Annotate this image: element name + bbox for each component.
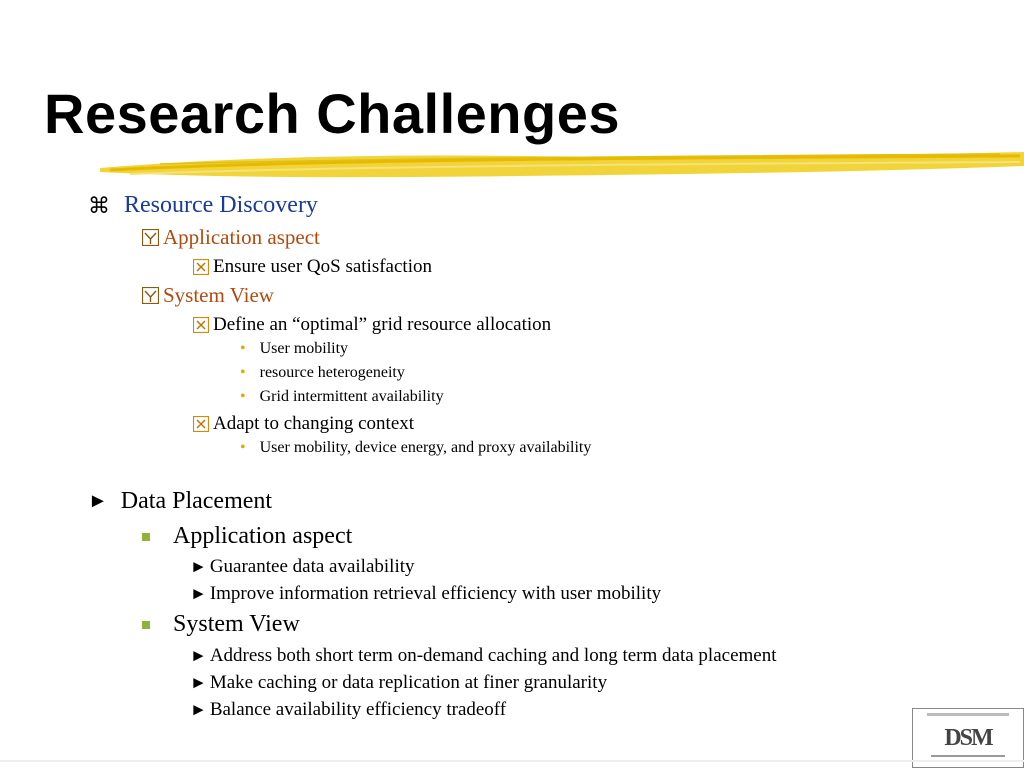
bullet-dot-icon: • bbox=[240, 439, 246, 456]
section1-app-item: Ensure user QoS satisfaction bbox=[213, 256, 432, 277]
item-ensure-qos bbox=[193, 256, 432, 278]
slide-title: Research Challenges bbox=[44, 82, 620, 145]
section1-heading: Resource Discovery bbox=[124, 192, 318, 218]
item-balance-tradeoff bbox=[190, 699, 506, 721]
item-improve-retrieval bbox=[190, 583, 661, 605]
bottom-rule bbox=[0, 760, 1024, 762]
triangle-bullet-icon: ► bbox=[190, 557, 207, 576]
square-bullet-icon bbox=[142, 533, 150, 541]
bullet-text: Grid intermittent availability bbox=[259, 388, 444, 405]
item-address-caching bbox=[190, 645, 777, 667]
bullet-data-placement bbox=[88, 488, 272, 515]
section2-app-item-1: Improve information retrieval efficiency with user mobility bbox=[209, 583, 662, 604]
logo-mark: DSM bbox=[944, 725, 992, 751]
bullet-resource-heterogeneity bbox=[240, 364, 405, 382]
bullet-text: resource heterogeneity bbox=[259, 364, 405, 381]
bullet-system-view-1 bbox=[142, 283, 274, 308]
section2-sys-item-0: Address both short term on-demand caching and long term data placement bbox=[209, 645, 777, 666]
bullet-dot-icon: • bbox=[240, 340, 246, 357]
section1-sys-label: System View bbox=[163, 283, 274, 307]
bullet-dot-icon: • bbox=[240, 364, 246, 381]
bullet-text: User mobility bbox=[259, 340, 349, 357]
bullet-text: User mobility, device energy, and proxy availability bbox=[259, 439, 592, 456]
bullet-proxy-availability bbox=[240, 439, 591, 457]
bullet-application-aspect-2 bbox=[142, 523, 352, 550]
section2-app-label: Application aspect bbox=[173, 523, 353, 549]
section1-sys-item-1: Adapt to changing context bbox=[213, 413, 415, 434]
bullet-resource-discovery bbox=[88, 192, 318, 219]
checkbox-x-icon bbox=[193, 317, 209, 333]
bullet-grid-availability bbox=[240, 388, 444, 406]
checkbox-x-icon bbox=[193, 259, 209, 275]
square-bullet-icon bbox=[142, 621, 150, 629]
section1-sys-item-0: Define an “optimal” grid resource allocation bbox=[213, 314, 552, 335]
dsm-logo bbox=[912, 708, 1024, 768]
bullet-system-view-2 bbox=[142, 611, 300, 638]
bullet-user-mobility bbox=[240, 340, 348, 358]
item-define-allocation bbox=[193, 314, 551, 336]
dsm-logo-icon bbox=[913, 709, 1023, 767]
triangle-bullet-icon: ► bbox=[190, 584, 207, 603]
checkbox-x-icon bbox=[193, 416, 209, 432]
bullet-application-aspect-1 bbox=[142, 225, 320, 250]
item-guarantee-availability bbox=[190, 556, 415, 578]
section2-heading: Data Placement bbox=[120, 488, 273, 514]
triangle-bullet-icon: ► bbox=[88, 490, 108, 512]
section2-app-item-0: Guarantee data availability bbox=[209, 556, 415, 577]
section1-app-label: Application aspect bbox=[163, 225, 320, 249]
section2-sys-item-1: Make caching or data replication at finer granularity bbox=[209, 672, 608, 693]
item-adapt-context bbox=[193, 413, 414, 435]
command-icon: ⌘ bbox=[88, 192, 110, 218]
item-make-caching bbox=[190, 672, 607, 694]
triangle-bullet-icon: ► bbox=[190, 646, 207, 665]
bullet-dot-icon: • bbox=[240, 388, 246, 405]
triangle-bullet-icon: ► bbox=[190, 673, 207, 692]
title-underline-brush bbox=[100, 150, 1024, 186]
checkbox-check-icon bbox=[142, 229, 159, 246]
section2-sys-item-2: Balance availability efficiency tradeoff bbox=[209, 699, 507, 720]
triangle-bullet-icon: ► bbox=[190, 700, 207, 719]
section2-sys-label: System View bbox=[173, 611, 300, 637]
checkbox-check-icon bbox=[142, 287, 159, 304]
